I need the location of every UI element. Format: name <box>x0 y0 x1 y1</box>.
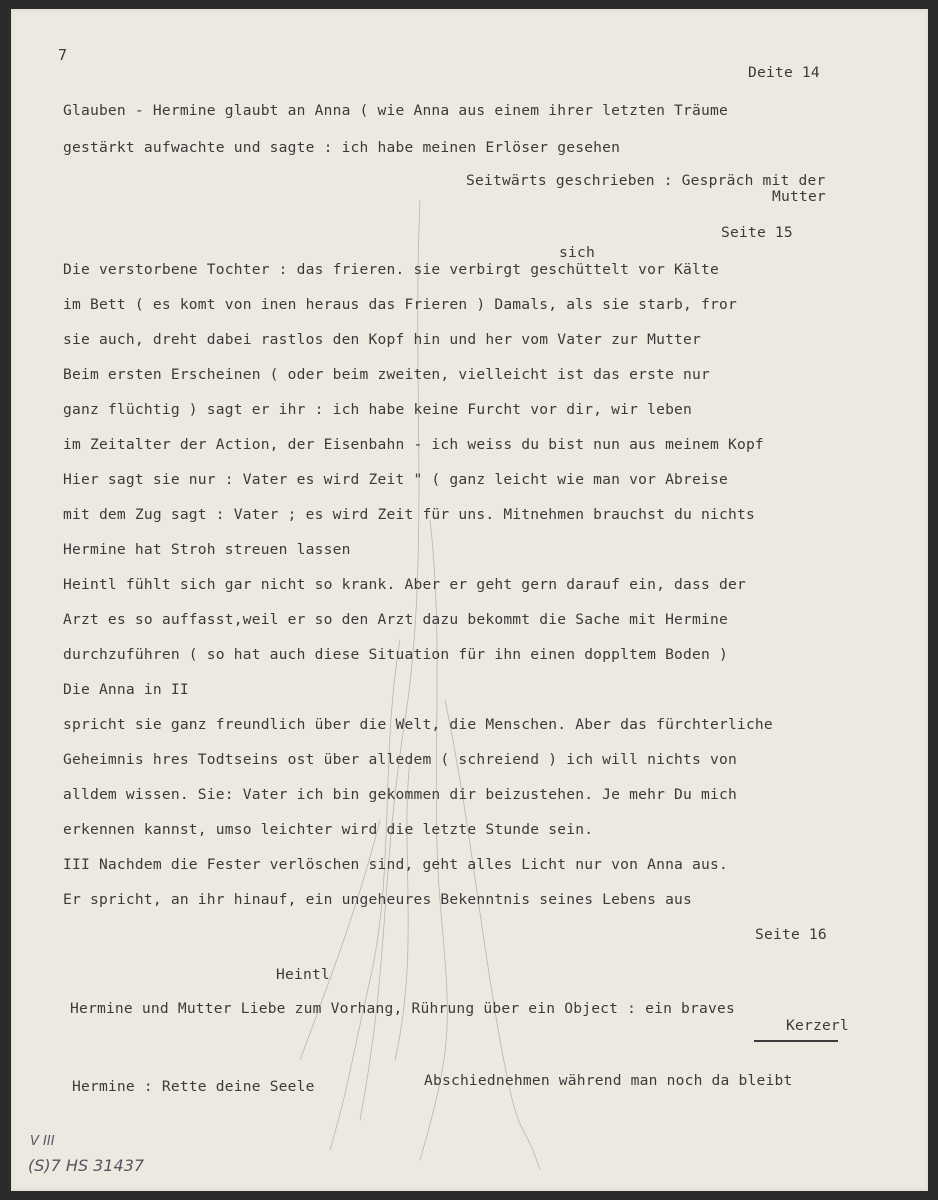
text-line-13: Arzt es so auffasst,weil er so den Arzt dazu bekommt die Sache mit Hermine <box>63 611 728 628</box>
archive-mark-2: (S)7 HS 31437 <box>28 1156 145 1175</box>
text-line-1: Glauben - Hermine glaubt an Anna ( wie Anna aus einem ihrer letzten Träume <box>63 102 728 119</box>
text-line-17: Geheimnis hres Todtseins ost über alledem ( schreiend ) ich will nichts von <box>63 751 737 768</box>
text-line-2: gestärkt aufwachte und sagte : ich habe meinen Erlöser gesehen <box>63 139 621 156</box>
text-line-10: mit dem Zug sagt : Vater ; es wird Zeit für uns. Mitnehmen brauchst du nichts <box>63 506 755 523</box>
text-line-24-right: Abschiednehmen während man noch da bleibt <box>424 1072 793 1089</box>
text-line-3: Die verstorbene Tochter : das frieren. sie verbirgt geschüttelt vor Kälte <box>63 261 719 278</box>
margin-note-line-1: Seitwärts geschrieben : Gespräch mit der <box>466 172 826 189</box>
page-label-14: Deite 14 <box>748 64 820 81</box>
text-line-9: Hier sagt sie nur : Vater es wird Zeit " ( ganz leicht wie man vor Abreise <box>63 471 728 488</box>
corner-page-number: 7 <box>58 46 68 64</box>
margin-note-line-2: Mutter <box>772 188 826 205</box>
text-line-24-left: Hermine : Rette deine Seele <box>72 1078 315 1095</box>
text-line-20: III Nachdem die Fester verlöschen sind, geht alles Licht nur von Anna aus. <box>63 856 728 873</box>
text-line-18: alldem wissen. Sie: Vater ich bin gekommen dir beizustehen. Je mehr Du mich <box>63 786 737 803</box>
page-label-15: Seite 15 <box>721 224 793 241</box>
text-line-6: Beim ersten Erscheinen ( oder beim zweiten, vielleicht ist das erste nur <box>63 366 711 383</box>
text-line-14: durchzuführen ( so hat auch diese Situation für ihn einen doppltem Boden ) <box>63 646 728 663</box>
text-line-12: Heintl fühlt sich gar nicht so krank. Aber er geht gern darauf ein, dass der <box>63 576 746 593</box>
text-line-22: Hermine und Mutter Liebe zum Vorhang, Rührung über ein Object : ein braves <box>70 1000 735 1017</box>
text-line-11: Hermine hat Stroh streuen lassen <box>63 541 351 558</box>
text-line-8: im Zeitalter der Action, der Eisenbahn - ich weiss du bist nun aus meinem Kopf <box>63 436 764 453</box>
text-line-16: spricht sie ganz freundlich über die Welt, die Menschen. Aber das fürchterliche <box>63 716 773 733</box>
text-line-21: Er spricht, an ihr hinauf, ein ungeheures Bekenntnis seines Lebens aus <box>63 891 693 908</box>
text-line-5: sie auch, dreht dabei rastlos den Kopf hin und her vom Vater zur Mutter <box>63 331 702 348</box>
text-line-4: im Bett ( es komt von inen heraus das Frieren ) Damals, als sie starb, fror <box>63 296 737 313</box>
inserted-word: sich <box>559 244 595 261</box>
text-line-23: Kerzerl <box>786 1017 849 1034</box>
text-line-15: Die Anna in II <box>63 681 189 698</box>
text-line-7: ganz flüchtig ) sagt er ihr : ich habe keine Furcht vor dir, wir leben <box>63 401 693 418</box>
text-line-19: erkennen kannst, umso leichter wird die letzte Stunde sein. <box>63 821 594 838</box>
archive-mark-1: V III <box>30 1134 55 1149</box>
section-heading-heintl: Heintl <box>276 966 330 983</box>
page-label-16: Seite 16 <box>755 926 827 943</box>
underline-rule <box>754 1040 838 1042</box>
